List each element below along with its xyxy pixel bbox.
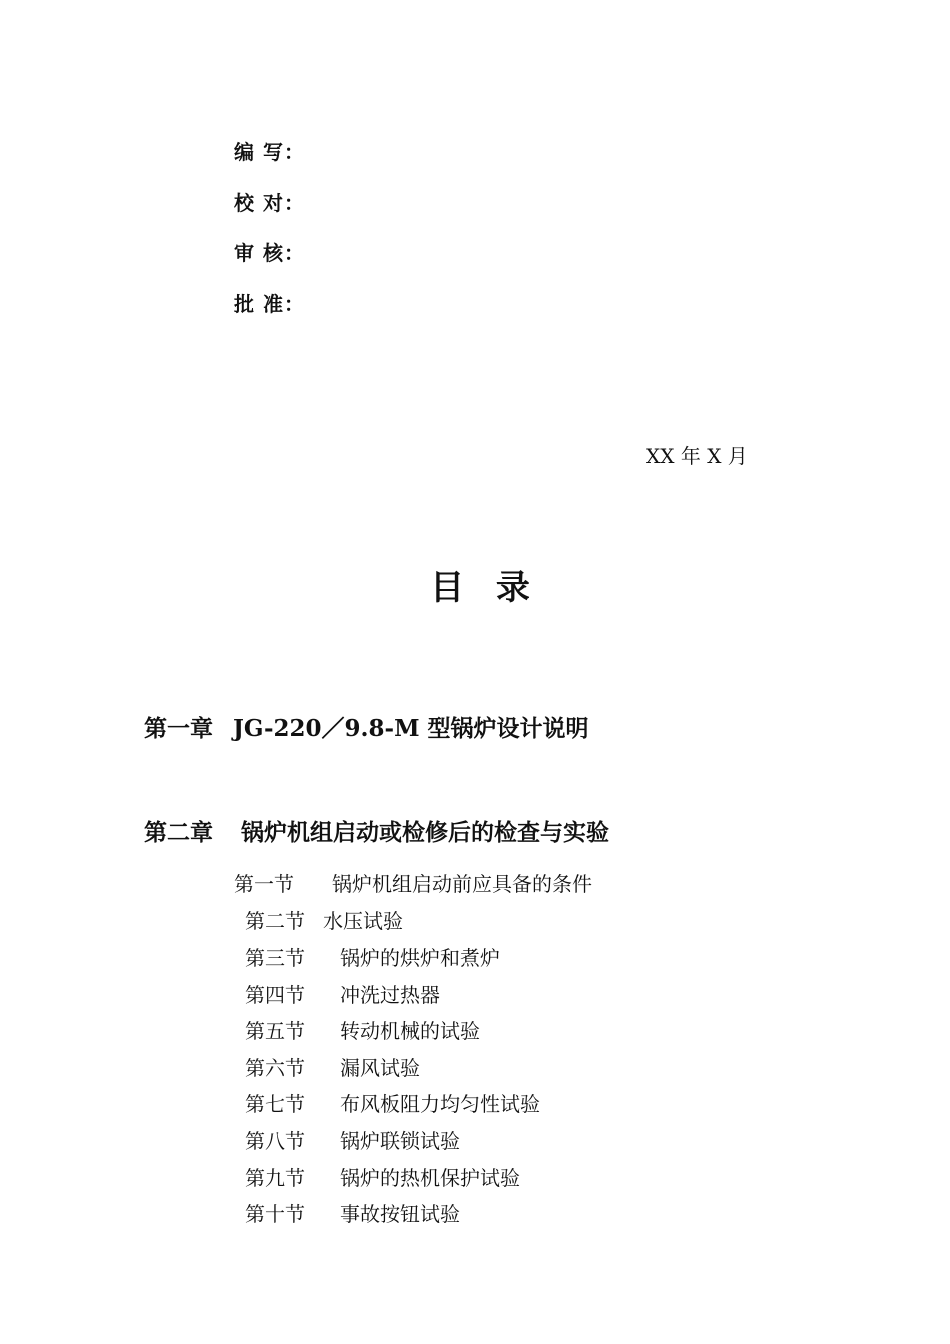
- section-title: 锅炉的热机保护试验: [340, 1166, 520, 1190]
- document-date: XX 年 X 月: [646, 444, 748, 468]
- toc-chapter-1[interactable]: [144, 714, 589, 744]
- toc-section-1[interactable]: [234, 870, 592, 898]
- section-number: 第一节: [234, 872, 294, 896]
- toc-section-3[interactable]: [245, 944, 500, 972]
- section-number: 第九节: [245, 1166, 305, 1190]
- section-number: 第八节: [245, 1129, 305, 1153]
- toc-section-10[interactable]: [245, 1200, 460, 1228]
- section-number: 第五节: [245, 1019, 305, 1043]
- section-title: 转动机械的试验: [340, 1019, 480, 1043]
- signature-block: [234, 140, 305, 342]
- toc-chapter-2[interactable]: [144, 818, 609, 848]
- section-number: 第七节: [245, 1092, 305, 1116]
- toc-section-4[interactable]: [245, 981, 440, 1009]
- section-title: 水压试验: [323, 909, 403, 933]
- toc-section-6[interactable]: [245, 1054, 420, 1082]
- toc-title: 目 录: [430, 568, 540, 608]
- section-number: 第二节: [245, 909, 305, 933]
- toc-section-9[interactable]: [245, 1164, 520, 1192]
- section-title: 事故按钮试验: [340, 1202, 460, 1226]
- toc-section-8[interactable]: [245, 1127, 460, 1155]
- toc-section-7[interactable]: [245, 1090, 540, 1118]
- proofreader-label: 校 对：: [234, 190, 305, 215]
- toc-section-2[interactable]: [245, 907, 403, 935]
- author-label: 编 写：: [234, 140, 305, 164]
- chapter-title: 锅炉机组启动或检修后的检查与实验: [241, 819, 609, 846]
- section-number: 第六节: [245, 1056, 305, 1080]
- section-number: 第三节: [245, 946, 305, 970]
- section-number: 第十节: [245, 1202, 305, 1226]
- section-title: 锅炉联锁试验: [340, 1129, 460, 1153]
- chapter-number: 第二章: [144, 819, 213, 846]
- section-title: 锅炉机组启动前应具备的条件: [332, 872, 592, 896]
- approver-label: 批 准：: [234, 291, 305, 316]
- reviewer-label: 审 核：: [234, 241, 305, 265]
- chapter-number: 第一章: [144, 715, 213, 742]
- section-title: 冲洗过热器: [340, 983, 440, 1007]
- section-number: 第四节: [245, 983, 305, 1007]
- section-title: 锅炉的烘炉和煮炉: [340, 946, 500, 970]
- section-title: 布风板阻力均匀性试验: [340, 1092, 540, 1116]
- section-title: 漏风试验: [340, 1056, 420, 1080]
- chapter-title: JG-220／9.8-M 型锅炉设计说明: [233, 715, 589, 742]
- toc-section-5[interactable]: [245, 1017, 480, 1045]
